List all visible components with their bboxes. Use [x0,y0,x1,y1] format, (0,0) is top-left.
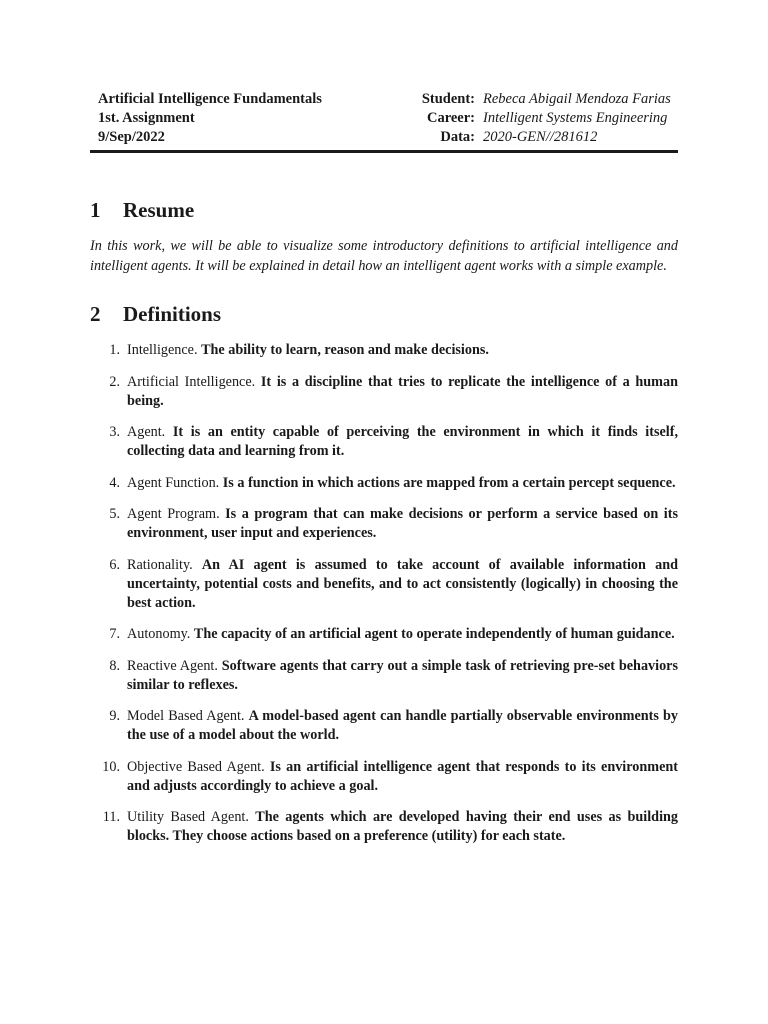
career-label: Career: [426,110,475,126]
list-item [90,474,678,493]
career-value: Intelligent Systems Engineering [483,110,668,126]
assignment-date: 9/Sep/2022 [98,129,165,145]
list-item-number: 10. [102,758,120,775]
definition-term: Utility Based Agent. [127,809,249,825]
assignment-title: 1st. Assignment [98,110,195,126]
header-divider [90,150,678,153]
list-item-number: 2. [109,373,120,390]
definition-term: Model Based Agent. [127,708,245,724]
list-item [90,625,678,644]
definition-description: The agents which are developed having their end uses as building blocks. They choose actions based on a preference (utility) for each state. [127,809,678,844]
definition-description: Is an artificial intelligence agent that responds to its environment and adjusts accordingly to achieve a goal. [127,758,678,794]
definitions-list [90,341,678,859]
definition-description: A model-based agent can handle partially observable environments by the use of a model about the world. [127,708,679,743]
list-item-number: 7. [109,626,120,642]
list-item-number: 5. [109,506,120,522]
list-item-number: 9. [109,708,120,724]
list-item-number: 1. [109,342,120,358]
section-heading-resume [90,197,194,223]
definition-term: Agent. [127,424,166,440]
list-item [90,707,678,745]
student-label: Student: [421,91,475,107]
definition-term: Autonomy. [127,626,191,642]
student-name: Rebeca Abigail Mendoza Farias [483,91,671,107]
list-item [90,505,678,543]
definition-description: Software agents that carry out a simple task of retrieving pre-set behaviors similar to reflexes. [127,657,678,693]
course-title: Artificial Intelligence Fundamentals [98,91,322,107]
list-item-number: 11. [102,809,120,825]
definition-description: Is a function in which actions are mapped from a certain percept sequence. [222,474,676,491]
list-item [90,808,678,846]
list-item [90,657,678,695]
definition-description: The capacity of an artificial agent to operate independently of human guidance. [193,626,675,642]
list-item-number: 4. [109,474,120,491]
career-row [395,109,670,128]
definition-term: Reactive Agent. [127,657,218,674]
header-course-info [98,90,322,147]
definition-term: Agent Program. [127,506,220,522]
definition-term: Intelligence. [127,342,198,358]
student-row [395,90,670,109]
data-value: 2020-GEN//281612 [483,129,598,145]
definition-description: An AI agent is assumed to take account of available information and uncertainty, potential costs and benefits, and to act consistently (logically) in choosing the best action. [127,556,679,611]
definition-description: Is a program that can make decisions or perform a service based on its environment, user input and experiences. [127,506,678,541]
header-student-info [395,90,670,147]
section-number: 1 [90,198,101,222]
list-item [90,423,678,461]
list-item-number: 3. [109,424,120,440]
definition-term: Artificial Intelligence. [127,373,256,390]
list-item [90,373,678,411]
section-title: Resume [123,198,195,222]
definition-description: It is a discipline that tries to replicate the intelligence of a human being. [127,373,678,409]
list-item-number: 6. [109,556,120,573]
list-item-number: 8. [109,657,120,674]
data-label: Data: [440,129,475,145]
data-row [395,128,670,147]
list-item [90,758,678,796]
document-header [90,90,678,148]
section-heading-definitions [90,301,221,327]
definition-term: Rationality. [127,556,193,573]
resume-paragraph: In this work, we will be able to visualize some introductory definitions to artificial intelligence and intelligent agents. It will be explained in detail how an intelligent agent works with a simple example. [90,238,678,274]
list-item [90,341,678,360]
definition-description: It is an entity capable of perceiving the environment in which it finds itself, collecting data and learning from it. [127,424,678,459]
section-title: Definitions [123,302,222,326]
definition-description: The ability to learn, reason and make decisions. [201,342,489,358]
definition-term: Objective Based Agent. [127,758,265,775]
definition-term: Agent Function. [127,474,220,491]
list-item [90,556,678,613]
section-number: 2 [90,302,101,326]
